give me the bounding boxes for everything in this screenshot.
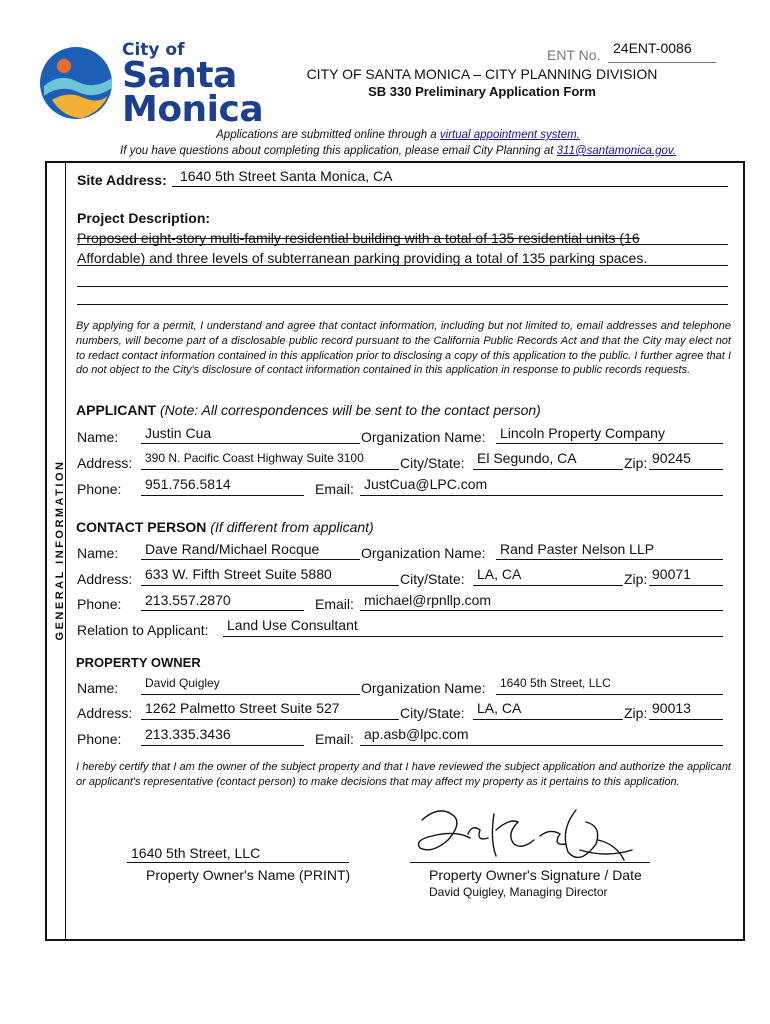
applicant-address-line (141, 469, 399, 470)
contact-name-field[interactable]: Dave Rand/Michael Rocque (145, 541, 320, 557)
printed-name-line (127, 862, 349, 863)
site-address-label: Site Address: (77, 172, 167, 188)
relation-line (223, 636, 723, 637)
signer-name: David Quigley, Managing Director (429, 885, 608, 899)
owner-name-line (141, 694, 360, 695)
contact-email-field[interactable]: michael@rpnllp.com (364, 592, 492, 608)
signature-line (410, 862, 650, 863)
owner-city-field[interactable]: LA, CA (477, 700, 522, 716)
owner-email-label: Email: (315, 731, 354, 747)
project-line-1: Proposed eight-story multi-family residential building with a total of 135 residential units (16 (77, 230, 640, 246)
applicant-email-field[interactable]: JustCua@LPC.com (364, 476, 488, 492)
owner-org-label: Organization Name: (361, 680, 486, 696)
project-line-rule-2 (77, 265, 728, 266)
owner-org-line (496, 694, 723, 695)
applicant-city-field[interactable]: El Segundo, CA (477, 450, 577, 466)
owner-phone-line (141, 745, 304, 746)
email-link[interactable]: 311@santamonica.gov. (556, 145, 676, 157)
owner-name-field[interactable]: David Quigley (145, 676, 220, 690)
logo-santa-text: Santa (122, 55, 237, 96)
owner-zip-field[interactable]: 90013 (652, 700, 691, 716)
ent-label: ENT No. (547, 47, 601, 63)
printed-name-caption: Property Owner's Name (PRINT) (146, 867, 351, 883)
applicant-heading-title: APPLICANT (76, 402, 157, 418)
contact-heading-title: CONTACT PERSON (76, 519, 207, 535)
owner-printed-name-field[interactable]: 1640 5th Street, LLC (131, 845, 261, 861)
owner-address-label: Address: (77, 705, 133, 721)
owner-address-field[interactable]: 1262 Palmetto Street Suite 527 (145, 700, 340, 716)
owner-address-line (141, 719, 399, 720)
owner-email-field[interactable]: ap.asb@lpc.com (364, 726, 469, 742)
relation-field[interactable]: Land Use Consultant (227, 617, 358, 633)
ent-number-field[interactable]: 24ENT-0086 (613, 40, 692, 56)
contact-org-field[interactable]: Rand Paster Nelson LLP (500, 541, 655, 557)
ent-underline (608, 62, 716, 63)
owner-email-line (360, 745, 723, 746)
contact-address-label: Address: (77, 571, 133, 587)
santa-monica-logo-icon (38, 42, 118, 122)
owner-zip-line (649, 719, 723, 720)
project-line-rule-3 (77, 286, 728, 287)
project-line-rule-4 (77, 304, 728, 305)
owner-phone-field[interactable]: 213.335.3436 (145, 726, 231, 742)
logo-monica-text: Monica (122, 89, 264, 130)
applicant-email-label: Email: (315, 481, 354, 497)
contact-phone-line (141, 610, 304, 611)
contact-phone-field[interactable]: 213.557.2870 (145, 592, 231, 608)
disclosure-text: By applying for a permit, I understand and agree that contact information, including but not limited to, email addresses and telephone numbers, will become part of a disclosable public record pursuant to the California Public Records Act and that the City may elect not to redact contact information contained in this application prior to disclosing a copy of this application to the public. I further agree that I do not object to the City's disclosure of contact information contained in this application in response to public records requests. (76, 320, 731, 377)
sidebar-label: GENERAL INFORMATION (54, 459, 66, 641)
applicant-city-label: City/State: (400, 455, 465, 471)
applicant-org-line (496, 443, 723, 444)
intro-line-1 (0, 129, 770, 141)
owner-phone-label: Phone: (77, 731, 122, 747)
contact-org-line (496, 559, 723, 560)
project-description-label: Project Description: (77, 210, 211, 226)
virtual-appointment-link[interactable]: virtual appointment system. (439, 129, 580, 141)
intro-text-1: Applications are submitted online through a (216, 129, 440, 141)
project-description-field[interactable] (77, 228, 728, 268)
contact-zip-label: Zip: (624, 571, 648, 587)
form-title: SB 330 Preliminary Application Form (368, 84, 596, 99)
site-address-field[interactable]: 1640 5th Street Santa Monica, CA (180, 168, 393, 184)
certification-text: I hereby certify that I am the owner of the subject property and that I have reviewed the subject application and authorize the applicant or applicant's representative (contact person) to make decisions that may affect my property as it pertains to this application. (76, 761, 731, 788)
logo-city-text: City of (122, 40, 185, 60)
applicant-zip-label: Zip: (624, 455, 648, 471)
contact-address-field[interactable]: 633 W. Fifth Street Suite 5880 (145, 566, 332, 582)
applicant-address-field[interactable]: 390 N. Pacific Coast Highway Suite 3100 (145, 451, 364, 465)
owner-zip-label: Zip: (624, 705, 648, 721)
owner-city-label: City/State: (400, 705, 465, 721)
applicant-address-label: Address: (77, 455, 133, 471)
contact-email-label: Email: (315, 596, 354, 612)
applicant-zip-field[interactable]: 90245 (652, 450, 691, 466)
contact-heading-note: (If different from applicant) (206, 519, 374, 535)
owner-org-field[interactable]: 1640 5th Street, LLC (500, 676, 611, 690)
applicant-org-field[interactable]: Lincoln Property Company (500, 425, 665, 441)
applicant-name-field[interactable]: Justin Cua (145, 425, 212, 441)
owner-name-label: Name: (77, 680, 119, 696)
contact-org-label: Organization Name: (361, 545, 486, 561)
project-line-rule-1 (77, 244, 728, 245)
owner-city-line (473, 719, 623, 720)
contact-email-line (360, 610, 723, 611)
applicant-name-label: Name: (77, 429, 119, 445)
owner-signature-icon (410, 800, 640, 870)
applicant-heading-note: (Note: All correspondences will be sent to the contact person) (156, 402, 541, 418)
applicant-city-line (473, 469, 623, 470)
applicant-heading (76, 402, 541, 418)
contact-city-field[interactable]: LA, CA (477, 566, 522, 582)
applicant-phone-line (141, 495, 304, 496)
intro-text-2: If you have questions about completing this application, please email City Planning at (120, 145, 557, 157)
division-title: CITY OF SANTA MONICA – CITY PLANNING DIVISION (306, 66, 658, 82)
contact-address-line (141, 585, 399, 586)
owner-heading: PROPERTY OWNER (76, 655, 201, 670)
applicant-email-line (360, 495, 723, 496)
contact-heading (76, 519, 374, 535)
relation-label: Relation to Applicant: (77, 622, 209, 638)
contact-zip-field[interactable]: 90071 (652, 566, 691, 582)
project-line-2: Affordable) and three levels of subterranean parking providing a total of 135 parking spaces. (77, 250, 648, 266)
site-address-line (172, 186, 728, 187)
applicant-name-line (141, 443, 360, 444)
applicant-zip-line (649, 469, 723, 470)
intro-line-2 (0, 145, 770, 157)
contact-phone-label: Phone: (77, 596, 122, 612)
applicant-phone-field[interactable]: 951.756.5814 (145, 476, 231, 492)
contact-name-label: Name: (77, 545, 119, 561)
signature-caption: Property Owner's Signature / Date (429, 867, 642, 883)
contact-zip-line (649, 585, 723, 586)
contact-city-line (473, 585, 623, 586)
contact-name-line (141, 559, 360, 560)
applicant-org-label: Organization Name: (361, 429, 486, 445)
applicant-phone-label: Phone: (77, 481, 122, 497)
contact-city-label: City/State: (400, 571, 465, 587)
